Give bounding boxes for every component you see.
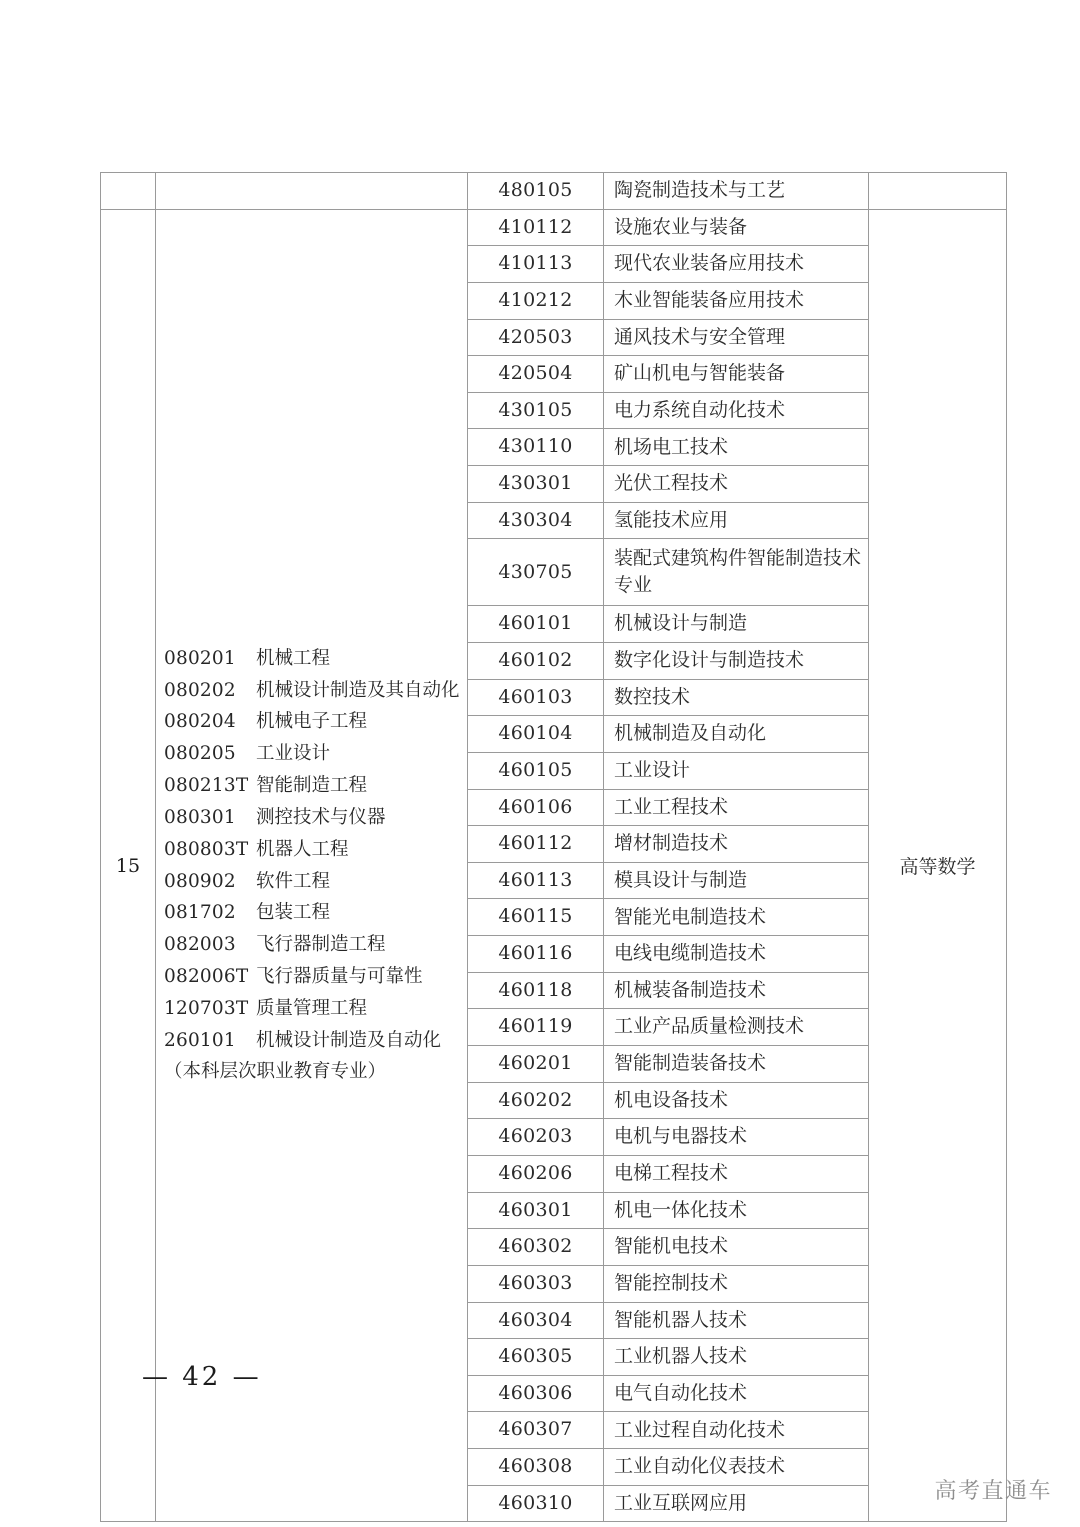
cell-code: 420504 <box>468 356 604 393</box>
cell-major-name: 工业自动化仪表技术 <box>604 1449 869 1486</box>
undergrad-major-code: 120703T <box>164 997 249 1019</box>
undergrad-major-entry <box>164 643 465 675</box>
cell-major-name: 机电一体化技术 <box>604 1192 869 1229</box>
cell-code: 460206 <box>468 1155 604 1192</box>
cell-code: 410113 <box>468 246 604 283</box>
undergrad-major-title: 工业设计 <box>256 743 331 765</box>
cell-major-name: 现代农业装备应用技术 <box>604 246 869 283</box>
cell-code: 460113 <box>468 862 604 899</box>
cell-major-name: 智能控制技术 <box>604 1265 869 1302</box>
cell-code: 460119 <box>468 1009 604 1046</box>
undergrad-major-title: 机械设计制造及自动化（本科层次职业教育专业） <box>164 1029 442 1083</box>
cell-major-name: 数字化设计与制造技术 <box>604 642 869 679</box>
cell-code: 430304 <box>468 502 604 539</box>
majors-table-container <box>100 172 1006 1522</box>
cell-code: 460306 <box>468 1375 604 1412</box>
cell-code: 460115 <box>468 899 604 936</box>
undergrad-major-code: 082006T <box>164 965 249 987</box>
cell-major-name: 机场电工技术 <box>604 429 869 466</box>
undergrad-major-title: 飞行器制造工程 <box>256 934 386 956</box>
undergrad-major-entry <box>164 770 465 802</box>
undergrad-major-entry <box>164 929 465 961</box>
cell-major-name: 模具设计与制造 <box>604 862 869 899</box>
undergrad-major-code: 260101 <box>164 1029 236 1051</box>
cell-major-name: 工业机器人技术 <box>604 1339 869 1376</box>
cell-exam-empty <box>869 173 1007 210</box>
watermark: 高考直通车 <box>934 1479 1052 1504</box>
undergrad-major-code: 082003 <box>164 934 236 956</box>
undergrad-major-entry <box>164 961 465 993</box>
cell-major-name: 智能机电技术 <box>604 1229 869 1266</box>
undergrad-major-entry <box>164 738 465 770</box>
cell-index-empty <box>101 173 156 210</box>
cell-code: 460118 <box>468 972 604 1009</box>
undergrad-major-entry <box>164 993 465 1025</box>
cell-code: 460106 <box>468 789 604 826</box>
cell-major-name: 通风技术与安全管理 <box>604 319 869 356</box>
cell-major-name: 数控技术 <box>604 679 869 716</box>
cell-code: 460302 <box>468 1229 604 1266</box>
undergrad-major-title: 机械电子工程 <box>256 711 368 733</box>
cell-code: 460103 <box>468 679 604 716</box>
cell-major-name: 陶瓷制造技术与工艺 <box>604 173 869 210</box>
cell-code: 460202 <box>468 1082 604 1119</box>
undergrad-major-title: 飞行器质量与可靠性 <box>256 965 423 987</box>
cell-major-name: 智能制造装备技术 <box>604 1046 869 1083</box>
cell-code: 460112 <box>468 826 604 863</box>
undergrad-major-code: 080902 <box>164 870 236 892</box>
cell-code: 430110 <box>468 429 604 466</box>
majors-table <box>100 172 1007 1522</box>
cell-major-name: 设施农业与装备 <box>604 209 869 246</box>
undergrad-major-title: 机械工程 <box>256 647 331 669</box>
cell-major-name: 电线电缆制造技术 <box>604 936 869 973</box>
undergrad-major-title: 测控技术与仪器 <box>256 806 386 828</box>
cell-code: 460307 <box>468 1412 604 1449</box>
undergrad-major-entry <box>164 866 465 898</box>
cell-major-name: 装配式建筑构件智能制造技术专业 <box>604 539 869 606</box>
cell-code: 430105 <box>468 392 604 429</box>
undergrad-major-code: 080201 <box>164 647 236 669</box>
cell-code: 460105 <box>468 752 604 789</box>
undergrad-major-code: 080301 <box>164 806 236 828</box>
undergrad-major-code: 080202 <box>164 679 236 701</box>
undergrad-major-code: 080213T <box>164 775 249 797</box>
cell-code: 460203 <box>468 1119 604 1156</box>
cell-major-name: 智能机器人技术 <box>604 1302 869 1339</box>
undergrad-major-title: 机器人工程 <box>256 838 349 860</box>
undergrad-major-entry <box>164 675 465 707</box>
undergrad-major-entry <box>164 802 465 834</box>
undergrad-major-code: 081702 <box>164 902 236 924</box>
cell-code: 460310 <box>468 1485 604 1522</box>
cell-code: 420503 <box>468 319 604 356</box>
undergrad-major-title: 智能制造工程 <box>256 775 368 797</box>
undergrad-major-title: 质量管理工程 <box>256 997 368 1019</box>
cell-code: 460201 <box>468 1046 604 1083</box>
cell-major-name: 工业设计 <box>604 752 869 789</box>
cell-major-name: 机电设备技术 <box>604 1082 869 1119</box>
cell-code: 460102 <box>468 642 604 679</box>
table-body <box>101 173 1007 1522</box>
cell-code: 430301 <box>468 466 604 503</box>
undergrad-major-entry <box>164 834 465 866</box>
cell-major-name: 工业互联网应用 <box>604 1485 869 1522</box>
cell-undergrad-major-list <box>156 209 468 1522</box>
table-row <box>101 209 1007 246</box>
cell-major-name: 智能光电制造技术 <box>604 899 869 936</box>
cell-code: 460104 <box>468 716 604 753</box>
cell-code: 460308 <box>468 1449 604 1486</box>
cell-code: 460101 <box>468 606 604 643</box>
table-row-continuation <box>101 173 1007 210</box>
cell-major-name: 机械装备制造技术 <box>604 972 869 1009</box>
cell-code: 460301 <box>468 1192 604 1229</box>
cell-code: 430705 <box>468 539 604 606</box>
undergrad-major-title: 软件工程 <box>256 870 331 892</box>
undergrad-major-code: 080803T <box>164 838 249 860</box>
cell-code: 460305 <box>468 1339 604 1376</box>
cell-major-empty <box>156 173 468 210</box>
cell-major-name: 工业工程技术 <box>604 789 869 826</box>
cell-major-name: 电机与电器技术 <box>604 1119 869 1156</box>
page-number: — 42 — <box>142 1362 262 1392</box>
cell-major-name: 氢能技术应用 <box>604 502 869 539</box>
cell-major-name: 工业过程自动化技术 <box>604 1412 869 1449</box>
cell-exam-subject: 高等数学 <box>869 209 1007 1522</box>
cell-major-name: 机械制造及自动化 <box>604 716 869 753</box>
cell-row-index: 15 <box>101 209 156 1522</box>
cell-major-name: 工业产品质量检测技术 <box>604 1009 869 1046</box>
cell-code: 460303 <box>468 1265 604 1302</box>
undergrad-major-code: 080205 <box>164 743 236 765</box>
cell-major-name: 增材制造技术 <box>604 826 869 863</box>
cell-code: 480105 <box>468 173 604 210</box>
undergrad-major-entry <box>164 706 465 738</box>
undergrad-major-code: 080204 <box>164 711 236 733</box>
undergrad-major-title: 机械设计制造及其自动化 <box>256 679 460 701</box>
cell-code: 460304 <box>468 1302 604 1339</box>
cell-major-name: 机械设计与制造 <box>604 606 869 643</box>
cell-major-name: 电力系统自动化技术 <box>604 392 869 429</box>
cell-code: 460116 <box>468 936 604 973</box>
cell-major-name: 电梯工程技术 <box>604 1155 869 1192</box>
undergrad-major-entry <box>164 1025 465 1089</box>
cell-major-name: 电气自动化技术 <box>604 1375 869 1412</box>
cell-major-name: 矿山机电与智能装备 <box>604 356 869 393</box>
undergrad-major-title: 包装工程 <box>256 902 331 924</box>
cell-code: 410212 <box>468 282 604 319</box>
undergrad-major-entry <box>164 897 465 929</box>
cell-major-name: 木业智能装备应用技术 <box>604 282 869 319</box>
cell-major-name: 光伏工程技术 <box>604 466 869 503</box>
cell-code: 410112 <box>468 209 604 246</box>
